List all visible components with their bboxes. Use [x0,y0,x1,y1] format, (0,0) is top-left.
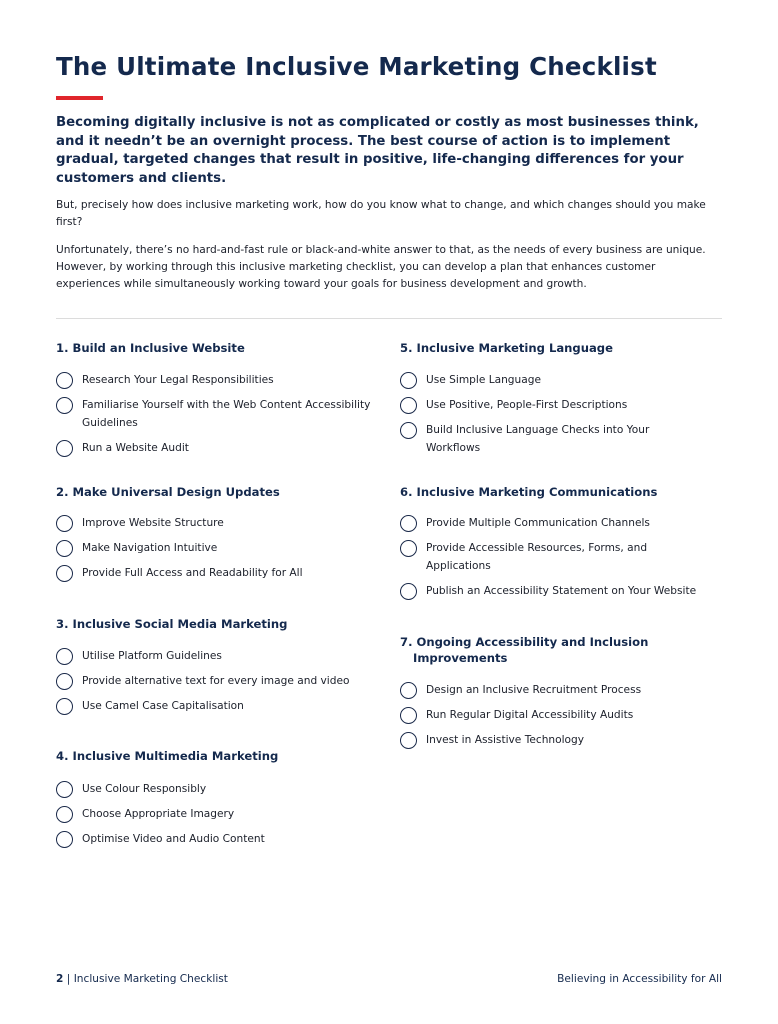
checkbox-circle-icon[interactable] [56,673,73,690]
footer-tagline: Believing in Accessibility for All [557,973,722,985]
section-title: 6. Inclusive Marketing Communications [400,485,658,499]
checklist-item-label: Improve Website Structure [82,517,224,529]
checklist-item-label: Use Colour Responsibly [82,783,207,795]
checklist [400,514,730,600]
section-title: 7. Ongoing Accessibility and Inclusion Improvements [400,635,649,665]
checklist-item [56,439,386,457]
section-build-inclusive-website [56,340,386,457]
checklist [56,780,386,848]
checklist-item [400,396,730,414]
footer-page-number: 2 [56,973,64,985]
checklist-item [400,514,730,532]
checklist-item-label: Run a Website Audit [82,442,189,454]
section-marketing-language [400,340,730,457]
intro-paragraph-1: But, precisely how does inclusive marketing work, how do you know what to change, and which changes should you make first? [56,199,706,228]
section-social-media [56,616,386,715]
checklist-item-label: Familiarise Yourself with the Web Content Accessibility Guidelines [82,399,371,429]
checkbox-circle-icon[interactable] [56,397,73,414]
checklist-item [56,514,386,532]
checkbox-circle-icon[interactable] [56,831,73,848]
checklist-item [400,421,706,457]
checklist-item [56,780,386,798]
section-title: 5. Inclusive Marketing Language [400,341,613,355]
checkbox-circle-icon[interactable] [400,732,417,749]
checklist-item-label: Optimise Video and Audio Content [82,833,265,845]
checklist-item [400,731,730,749]
checklist-item-label: Provide alternative text for every image and video [82,675,350,687]
footer-doc-title: Inclusive Marketing Checklist [73,973,228,985]
checklist-item-label: Design an Inclusive Recruitment Process [426,684,642,696]
section-title: 3. Inclusive Social Media Marketing [56,617,288,631]
checklist-item-label: Provide Accessible Resources, Forms, and Applications [426,542,648,572]
checkbox-circle-icon[interactable] [400,540,417,557]
checkbox-circle-icon[interactable] [56,515,73,532]
checklist-item-label: Provide Full Access and Readability for All [82,567,303,579]
checklist-item [56,647,386,665]
intro-paragraph-2: Unfortunately, there’s no hard-and-fast rule or black-and-white answer to that, as the needs of every business are unique. However, by working through this inclusive marketing checklist, you can develop a plan that enhances customer experiences while simultaneously working toward your goals for business development and growth. [56,244,706,290]
checklist-item [400,681,730,699]
checkbox-circle-icon[interactable] [56,781,73,798]
checkbox-circle-icon[interactable] [400,422,417,439]
checklist-item-label: Run Regular Digital Accessibility Audits [426,709,634,721]
checklist-item-label: Build Inclusive Language Checks into Your Workflows [426,424,650,454]
checkbox-circle-icon[interactable] [56,565,73,582]
checklist-item [56,371,386,389]
footer-left [56,973,228,985]
checkbox-circle-icon[interactable] [400,682,417,699]
checkbox-circle-icon[interactable] [400,583,417,600]
checklist-item-label: Provide Multiple Communication Channels [426,517,650,529]
checklist [56,371,386,457]
checklist-item [56,539,386,557]
checkbox-circle-icon[interactable] [56,372,73,389]
checklist-item-label: Utilise Platform Guidelines [82,650,222,662]
section-universal-design [56,484,386,582]
checkbox-circle-icon[interactable] [56,806,73,823]
checkbox-circle-icon[interactable] [400,515,417,532]
checklist-item [56,697,386,715]
checklist-item [400,706,730,724]
section-title: 2. Make Universal Design Updates [56,485,280,499]
checklist-item-label: Publish an Accessibility Statement on Your Website [426,585,697,597]
section-divider [56,318,722,319]
checklist-item [56,830,386,848]
checklist-item-label: Use Camel Case Capitalisation [82,700,244,712]
checklist-item [400,371,730,389]
section-title: 4. Inclusive Multimedia Marketing [56,749,279,763]
section-ongoing-accessibility [400,634,730,749]
checklist [400,371,730,457]
checklist-item-label: Make Navigation Intuitive [82,542,218,554]
checkbox-circle-icon[interactable] [56,540,73,557]
section-marketing-communications [400,484,730,600]
section-title: 1. Build an Inclusive Website [56,341,245,355]
checklist-item [56,396,386,432]
lead-paragraph: Becoming digitally inclusive is not as complicated or costly as most businesses think, and it needn’t be an overnight process. The best course of action is to implement gradual, targeted changes that result in positive, life-changing differences for your customers and clients. [56,115,699,186]
checklist-item [400,539,696,575]
checklist-item-label: Research Your Legal Responsibilities [82,374,274,386]
checklist-item-label: Use Simple Language [426,374,541,386]
checklist-item [400,582,730,600]
checkbox-circle-icon[interactable] [400,707,417,724]
checklist [56,647,386,715]
checkbox-circle-icon[interactable] [400,372,417,389]
checklist-item-label: Invest in Assistive Technology [426,734,585,746]
footer-separator: | [63,973,74,985]
checklist-item-label: Use Positive, People-First Descriptions [426,399,628,411]
checklist-item [56,805,386,823]
checkbox-circle-icon[interactable] [56,648,73,665]
checklist-item [56,672,386,690]
checkbox-circle-icon[interactable] [56,698,73,715]
checklist [56,514,386,582]
checkbox-circle-icon[interactable] [56,440,73,457]
page-title: The Ultimate Inclusive Marketing Checklist [56,52,657,81]
checklist [400,681,730,749]
checklist-item-label: Choose Appropriate Imagery [82,808,235,820]
title-accent-rule [56,96,103,100]
checkbox-circle-icon[interactable] [400,397,417,414]
section-multimedia [56,748,386,848]
checklist-item [56,564,386,582]
